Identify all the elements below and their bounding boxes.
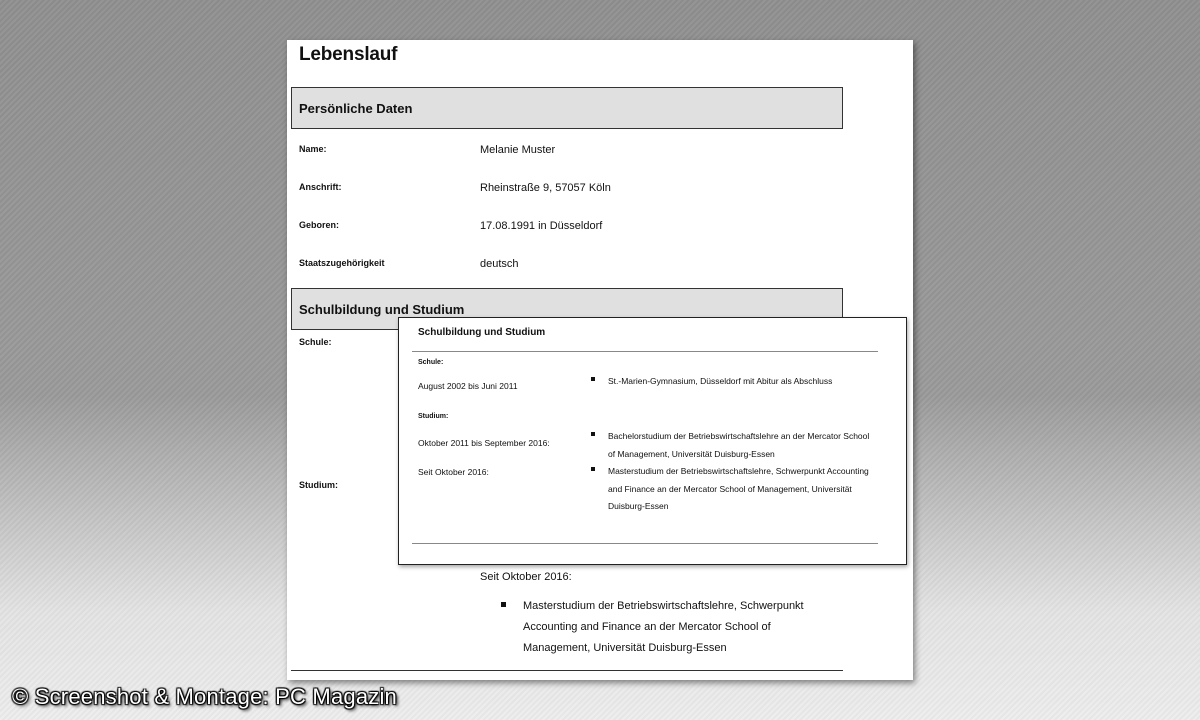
overlay-list-item-bachelor (591, 428, 878, 463)
bullet-icon (591, 432, 595, 436)
overlay-study-item-1: Bachelorstudium der Betriebswirtschaftslehre an der Mercator School of Management, Universität Duisburg-Essen (608, 431, 870, 459)
label-nationality: Staatszugehörigkeit (299, 258, 385, 268)
overlay-divider-top (412, 351, 878, 352)
value-address: Rheinstraße 9, 57057 Köln (480, 182, 611, 194)
overlay-school-period: August 2002 bis Juni 2011 (418, 381, 518, 391)
label-school: Schule: (299, 337, 332, 347)
value-name: Melanie Muster (480, 144, 556, 156)
value-birth: 17.08.1991 in Düsseldorf (480, 220, 603, 232)
bullet-icon (501, 602, 506, 607)
list-item-master (501, 596, 833, 659)
value-since-oct-2016: Seit Oktober 2016: (480, 571, 572, 583)
overlay-list-item-school (591, 373, 878, 391)
section-header-personal: Persönliche Daten (291, 87, 843, 129)
overlay-study-period-1: Oktober 2011 bis September 2016: (418, 438, 550, 448)
page-title: Lebenslauf (299, 44, 398, 65)
bullet-icon (591, 467, 595, 471)
overlay-study-period-2: Seit Oktober 2016: (418, 467, 489, 477)
overlay-school-item: St.-Marien-Gymnasium, Düsseldorf mit Abitur als Abschluss (608, 376, 833, 386)
overlay-divider-bottom (412, 543, 878, 544)
divider (291, 670, 843, 671)
overlay-title: Schulbildung und Studium (418, 327, 546, 338)
label-birth: Geboren: (299, 220, 340, 230)
bullet-icon (591, 377, 595, 381)
master-text: Masterstudium der Betriebswirtschaftslehre, Schwerpunkt Accounting and Finance an der Mercator School of Management, Universität Duisburg-Essen (523, 600, 804, 654)
overlay-list-item-master (591, 463, 878, 516)
section-header-education: Schulbildung und Studium (291, 288, 843, 330)
label-address: Anschrift: (299, 182, 342, 192)
zoom-overlay (398, 317, 907, 565)
label-study: Studium: (299, 480, 338, 490)
value-nationality: deutsch (480, 258, 519, 270)
overlay-label-study: Studium: (418, 413, 449, 420)
overlay-label-school: Schule: (418, 359, 444, 366)
overlay-study-item-2: Masterstudium der Betriebswirtschaftslehre, Schwerpunkt Accounting and Finance an der Mercator School of Management, Universität Duisburg-Essen (608, 466, 869, 511)
label-name: Name: (299, 144, 327, 154)
copyright-caption: © Screenshot & Montage: PC Magazin (12, 684, 397, 709)
